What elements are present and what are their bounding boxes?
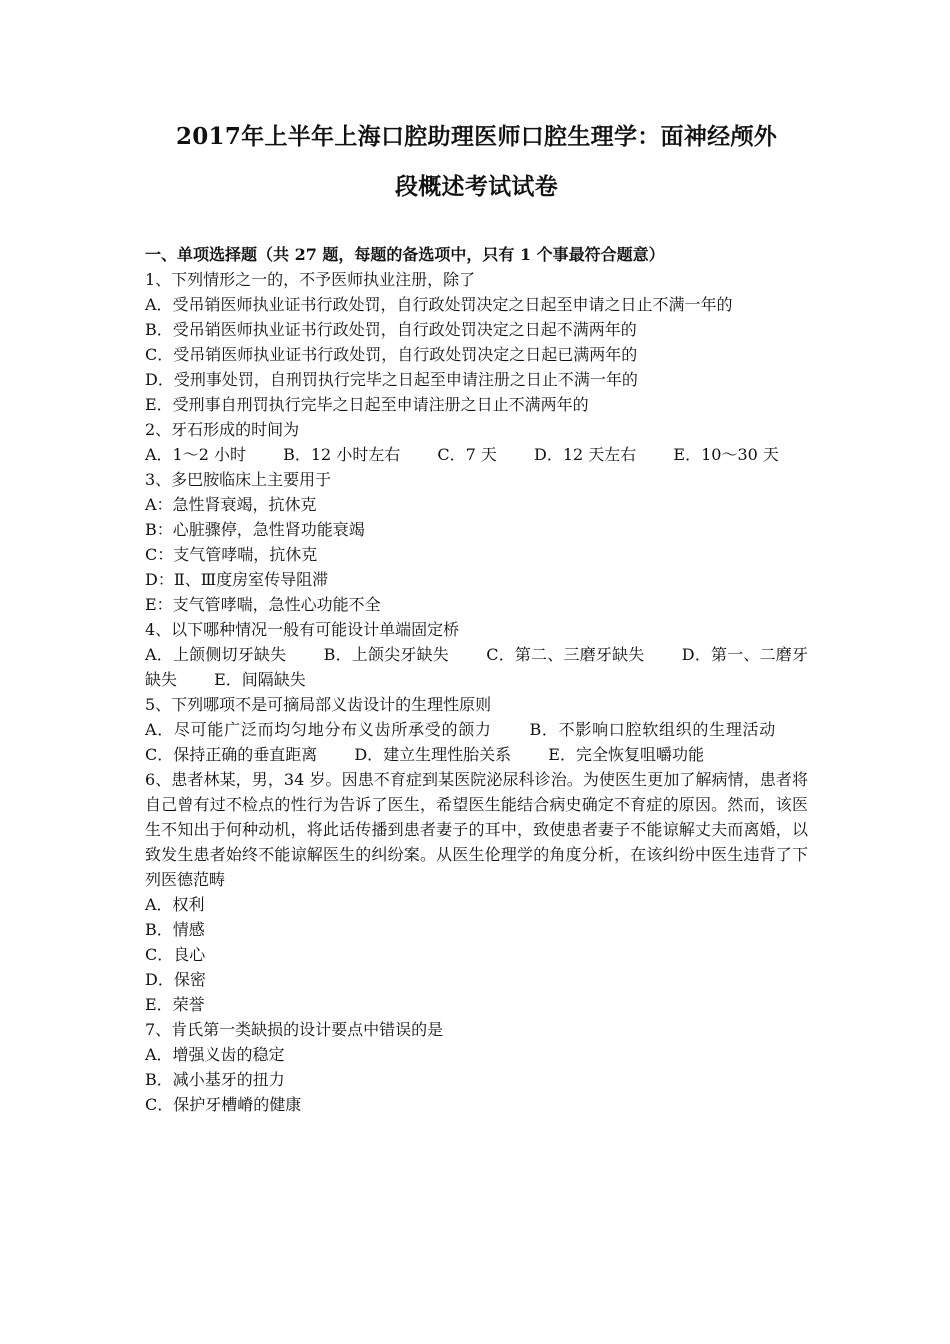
section-heading: 一、单项选择题（共 27 题，每题的备选项中，只有 1 个事最符合题意） [145,245,665,264]
question-3-option-d: D：Ⅱ、Ⅲ度房室传导阻滞 [145,570,329,589]
question-3-option-b: B：心脏骤停，急性肾功能衰竭 [145,520,365,539]
question-6-option-d: D．保密 [145,970,206,989]
question-3-option-c: C：支气管哮喘，抗休克 [145,545,318,564]
question-1-stem: 1、下列情形之一的，不予医师执业注册，除了 [145,270,476,289]
question-2-stem: 2、牙石形成的时间为 [145,420,300,439]
question-1-option-c: C．受吊销医师执业证书行政处罚，自行政处罚决定之日起已满两年的 [145,345,638,364]
question-3-stem: 3、多巴胺临床上主要用于 [145,470,332,489]
question-4-option-d: D．第一、二磨牙缺失 [145,645,809,689]
question-1-option-d: D．受刑事处罚，自刑罚执行完毕之日起至申请注册之日止不满一年的 [145,370,638,389]
question-2-option-e: E．10～30 天 [673,445,779,464]
question-2-option-d: D．12 天左右 [534,445,637,464]
question-6-stem: 6、患者林某，男，34 岁。因患不育症到某医院泌尿科诊治。为使医生更加了解病情，患者将自己曾有过不检点的性行为告诉了医生，希望医生能结合病史确定不育症的原因。然而，该医生不知出于何种动机，将此话传播到患者妻子的耳中，致使患者妻子不能谅解丈夫而离婚，以致发生患者始终不能谅解医生的纠纷案。从医生伦理学的角度分析，在该纠纷中医生违背了下列医德范畴 [145,770,808,889]
question-2-option-c: C．7 天 [437,445,497,464]
question-1-option-b: B．受吊销医师执业证书行政处罚，自行政处罚决定之日起不满两年的 [145,320,637,339]
question-7-option-c: C．保护牙槽嵴的健康 [145,1095,302,1114]
question-4-stem: 4、以下哪种情况一般有可能设计单端固定桥 [145,620,460,639]
question-5-stem: 5、下列哪项不是可摘局部义齿设计的生理性原则 [145,695,492,714]
question-7-option-a: A．增强义齿的稳定 [145,1045,285,1064]
question-6-option-c: C．良心 [145,945,206,964]
question-4-option-c: C．第二、三磨牙缺失 [486,645,645,664]
question-7-stem: 7、肯氏第一类缺损的设计要点中错误的是 [145,1020,444,1039]
document-title [145,0,808,212]
question-5-option-b: B．不影响口腔软组织的生理活动 [529,720,776,739]
question-6-option-e: E．荣誉 [145,995,205,1014]
question-3-option-e: E：支气管哮喘，急性心功能不全 [145,595,381,614]
question-1-option-a: A．受吊销医师执业证书行政处罚，自行政处罚决定之日起至申请之日止不满一年的 [145,295,733,314]
question-3-option-a: A：急性肾衰竭，抗休克 [145,495,317,514]
title-line-1: 2017年上半年上海口腔助理医师口腔生理学：面神经颅外 [175,123,778,150]
question-2-option-a: A．1～2 小时 [145,445,247,464]
title-line-2: 段概述考试试卷 [394,173,559,200]
question-5-option-d: D．建立生理性胎关系 [354,745,512,764]
question-5-option-e: E．完全恢复咀嚼功能 [548,745,704,764]
question-2-options [145,442,808,467]
question-4-options [145,642,808,692]
question-6-option-a: A．权利 [145,895,205,914]
question-1-option-e: E．受刑事自刑罚执行完毕之日起至申请注册之日止不满两年的 [145,395,589,414]
question-4-option-e: E．间隔缺失 [214,670,306,689]
question-6-option-b: B．情感 [145,920,205,939]
question-5-options [145,717,808,767]
question-5-option-c: C．保持正确的垂直距离 [145,745,318,764]
question-4-option-b: B．上颌尖牙缺失 [323,645,449,664]
question-5-option-a: A．尽可能广泛而均匀地分布义齿所承受的颌力 [145,720,492,739]
question-7-option-b: B．减小基牙的扭力 [145,1070,285,1089]
question-4-option-a: A．上颌侧切牙缺失 [145,645,287,664]
question-2-option-b: B．12 小时左右 [283,445,401,464]
